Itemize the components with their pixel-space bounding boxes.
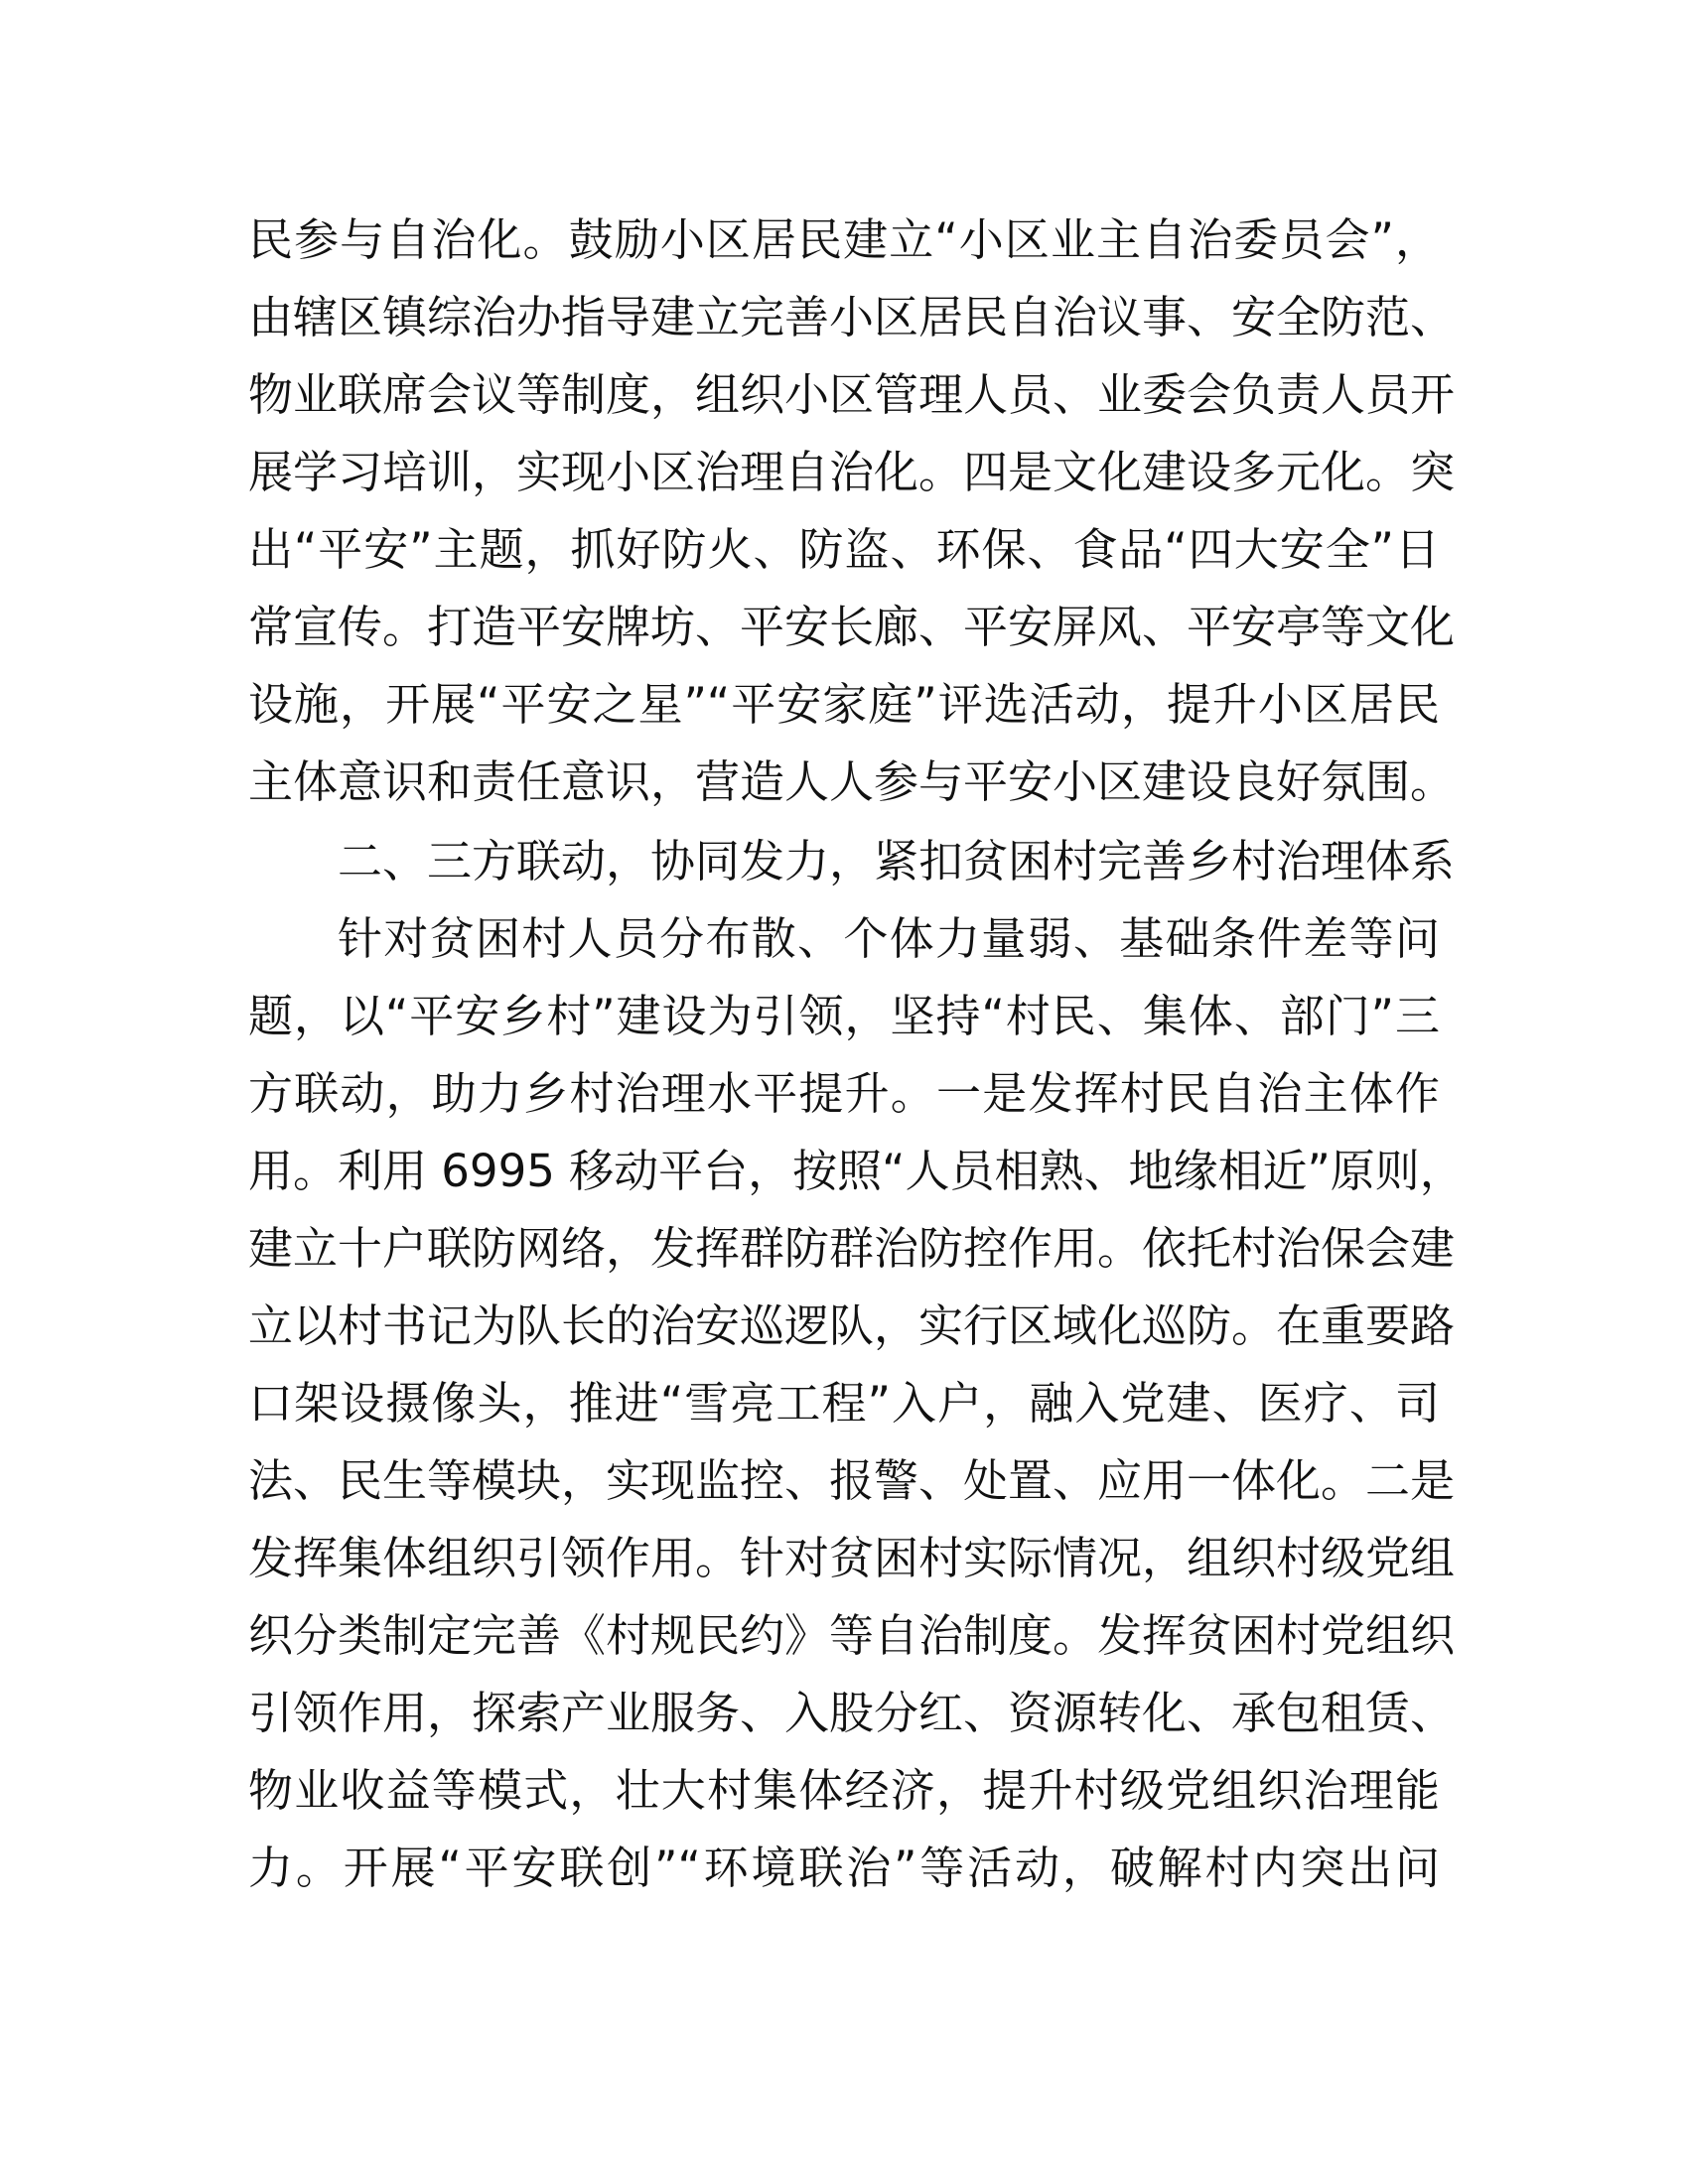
text-line: 力。开展“平安联创”“环境联治”等活动，破解村内突出问 (248, 1842, 1440, 1894)
text-line: 物业联席会议等制度，组织小区管理人员、业委会负责人员开 (248, 368, 1456, 421)
text-line: 法、民生等模块，实现监控、报警、处置、应用一体化。二是 (248, 1454, 1456, 1507)
text-line: 用。利用 6995 移动平台，按照“人员相熟、地缘相近”原则， (248, 1145, 1465, 1197)
text-line: 民参与自治化。鼓励小区居民建立“小区业主自治委员会”， (248, 213, 1440, 266)
text-line: 立以村书记为队长的治安巡逻队，实行区域化巡防。在重要路 (248, 1299, 1456, 1352)
text-line: 设施，开展“平安之星”“平安家庭”评选活动，提升小区居民 (248, 678, 1440, 731)
text-line: 织分类制定完善《村规民约》等自治制度。发挥贫困村党组织 (248, 1609, 1456, 1662)
document-body (248, 202, 1465, 1907)
text-line: 展学习培训，实现小区治理自治化。四是文化建设多元化。突 (248, 446, 1456, 498)
text-line: 针对贫困村人员分布散、个体力量弱、基础条件差等问 (338, 912, 1440, 965)
text-line: 口架设摄像头，推进“雪亮工程”入户，融入党建、医疗、司 (248, 1377, 1440, 1430)
text-line: 方联动，助力乡村治理水平提升。一是发挥村民自治主体作 (248, 1067, 1440, 1120)
text-line: 引领作用，探索产业服务、入股分红、资源转化、承包租赁、 (248, 1687, 1456, 1739)
text-line: 物业收益等模式，壮大村集体经济，提升村级党组织治理能 (248, 1764, 1440, 1817)
text-line: 发挥集体组织引领作用。针对贫困村实际情况，组织村级党组 (248, 1532, 1456, 1584)
paragraph-community-autonomy (248, 202, 1456, 821)
text-line: 建立十户联防网络，发挥群防群治防控作用。依托村治保会建 (248, 1222, 1456, 1275)
text-line: 出“平安”主题，抓好防火、防盗、环保、食品“四大安全”日 (248, 523, 1440, 576)
text-line: 由辖区镇综治办指导建立完善小区居民自治议事、安全防范、 (248, 291, 1456, 343)
section-heading: 二、三方联动，协同发力，紧扣贫困村完善乡村治理体系 (338, 835, 1456, 887)
text-line: 常宣传。打造平安牌坊、平安长廊、平安屏风、平安亭等文化 (248, 601, 1456, 653)
text-line: 主体意识和责任意识，营造人人参与平安小区建设良好氛围。 (248, 755, 1456, 808)
text-line: 题，以“平安乡村”建设为引领，坚持“村民、集体、部门”三 (248, 990, 1440, 1042)
paragraph-tripartite-linkage (248, 900, 1465, 1907)
